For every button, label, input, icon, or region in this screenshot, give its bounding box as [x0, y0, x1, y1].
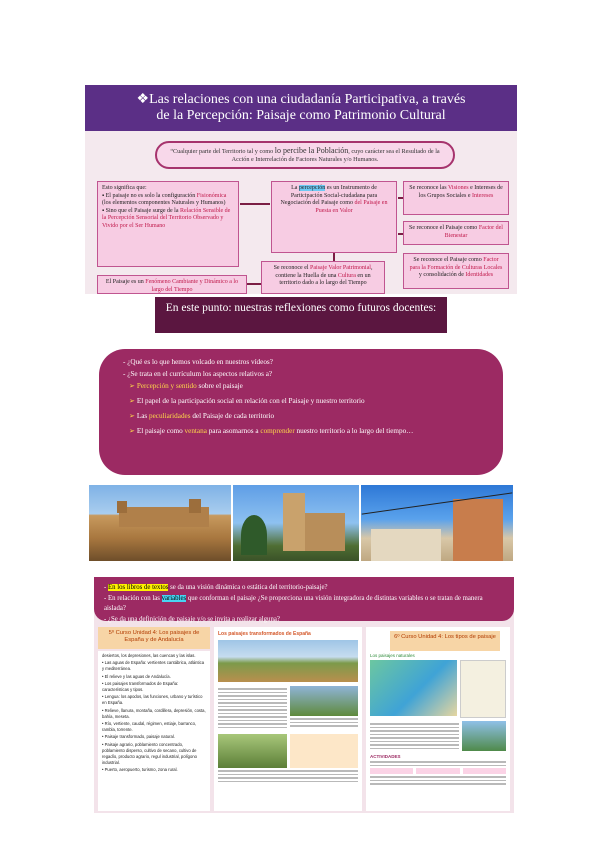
book-right-title: Los paisajes naturales	[370, 653, 415, 658]
reflections-banner: En este punto: nuestras reflexiones como futuros docentes:	[155, 297, 447, 333]
book-right-map	[460, 660, 506, 718]
quote-text-end: , cuyo carácter sea el Resultado de la Acción e Interrelación de Factores Naturales y/o Humanos.	[231, 148, 440, 163]
book-right-photo	[462, 721, 506, 751]
curriculum-item-1: ➢ Percepción y sentido sobre el paisaje	[129, 382, 243, 390]
slide-title-line1: ❖Las relaciones con una ciudadanía Participativa, a través	[136, 92, 466, 107]
question-definition: - ¿Se da una definición de paisaje y/o se invita a realizar alguna?	[104, 615, 280, 623]
textbook-page-right	[366, 627, 510, 811]
course-6-tag: 6º Curso Unidad 4: Los tipos de paisaje	[390, 631, 500, 651]
arrow-center-to-right	[398, 197, 403, 199]
question-2: - ¿Se trata en el currículum los aspectos relativos a?	[123, 370, 273, 378]
left-box-bullet-2: ▪ Sino que el Paisaje surge de la Relación Sensible de la Percepción Sensorial del Territorio Observado y Vivido por el Ser Humano	[102, 207, 231, 229]
curriculum-item-4: ➢ El paisaje como ventana para asomarnos a comprender nuestro territorio a lo largo del tiempo…	[129, 427, 414, 435]
activities-heading: ACTIVIDADES	[370, 754, 401, 759]
course-5-tag: 5º Curso Unidad 4: Los paisajes de España y de Andalucía	[98, 627, 210, 649]
curriculum-item-2: ➢ El papel de la participación social en relación con el Paisaje y nuestro territorio	[129, 397, 365, 405]
book-left-sidebar	[290, 734, 359, 768]
right-box-wellbeing: Se reconoce el Paisaje como Factor del Bienestar	[403, 221, 509, 245]
slide-textbooks	[94, 577, 514, 813]
arrow-bottom-connector	[247, 283, 261, 285]
right-box-visions: Se reconoce las Visiones e Intereses de los Grupos Sociales e Intereses	[403, 181, 509, 215]
textbook-questions	[94, 577, 514, 621]
quote-emphasis: lo percibe la Población	[274, 146, 349, 155]
question-1: - ¿Qué es lo que hemos volcado en nuestros vídeos?	[123, 358, 273, 366]
left-box-intro: Esto significa que:	[102, 185, 147, 191]
photo-castle	[89, 485, 231, 561]
arrow-center-to-mid	[398, 233, 403, 235]
slide-reflections	[85, 297, 517, 483]
question-variables: - En relación con las variables que conforman el paisaje ¿Se proporciona una visión integradora de distintas variables o se tratan de manera aislada?	[104, 594, 483, 612]
slide-perception	[85, 85, 517, 294]
reflections-box	[99, 349, 503, 475]
book-left-photo-3	[218, 734, 287, 768]
book-right-illustration	[370, 660, 457, 716]
photo-cathedral	[233, 485, 359, 561]
right-box-identity: Se reconoce el Paisaje como Factor para la Formación de Culturas Locales y consolidación de Identidades	[403, 253, 509, 289]
textbook-page-left	[214, 627, 362, 811]
left-concept-box	[97, 181, 239, 267]
unit-content-list: desiertos, los depresiones, las cuencas y las islas. • Las aguas de España: vertientes cantábrica, atlántica y mediterránea. • El relieve y las aguas de Andalucía. • Los paisajes transformados de España: características y tipos. • Lengua: los apodos, las funciones, urbano y turístico en España. • Relieve, llanura, montaña, cordillera, depresión, costa, bahía, meseta. • Río, vertiente, caudal, régimen, estiaje, barranco, rambla, torrente. • Paisaje transformado, paisaje natural. • Paisaje agrario, poblamiento concentrado, poblamiento disperso, cultivo de secano, cultivo de regadío, producto agrario, regul industrial, polígono industrial. • Puerto, aeropuerto, turismo, zona rural.	[98, 651, 210, 811]
definition-quote	[155, 141, 455, 169]
arrow-center-to-bottom	[333, 253, 335, 261]
highlight-perception: percepción	[298, 185, 326, 191]
bottom-left-box: El Paisaje es un Fenómeno Cambiante y Dinámico a lo largo del Tiempo	[97, 275, 247, 294]
left-box-bullet-1: ▪ El paisaje no es solo la configuración Fisionómica (los elementos componentes Naturales y Humanos)	[102, 192, 227, 206]
slide-title	[85, 85, 517, 131]
question-textbooks: - En los libros de textos se da una visión dinámica o estática del territorio-paisaje?	[104, 584, 328, 591]
bottom-center-box: Se reconoce el Paisaje Valor Patrimonial, contiene la Huella de una Cultura en un territorio dado a lo largo del Tiempo	[261, 261, 385, 294]
book-left-photo-1	[218, 640, 358, 682]
center-concept-box: La percepción es un Instrumento de Participación Social-ciudadana para Negociación del Paisaje como del Paisaje en Puesta en Valor	[271, 181, 397, 253]
photo-modern-city	[361, 485, 513, 561]
book-left-photo-2	[290, 686, 359, 716]
book-left-title: Los paisajes transformados de España	[218, 631, 311, 637]
quote-text: “Cualquier parte del Territorio tal y como	[170, 148, 275, 155]
landscape-photos	[85, 485, 517, 561]
slide-title-line2: de la Percepción: Paisaje como Patrimonio Cultural	[156, 108, 446, 123]
curriculum-item-3: ➢ Las peculiaridades del Paisaje de cada territorio	[129, 412, 275, 420]
arrow-left-to-center	[240, 203, 270, 205]
